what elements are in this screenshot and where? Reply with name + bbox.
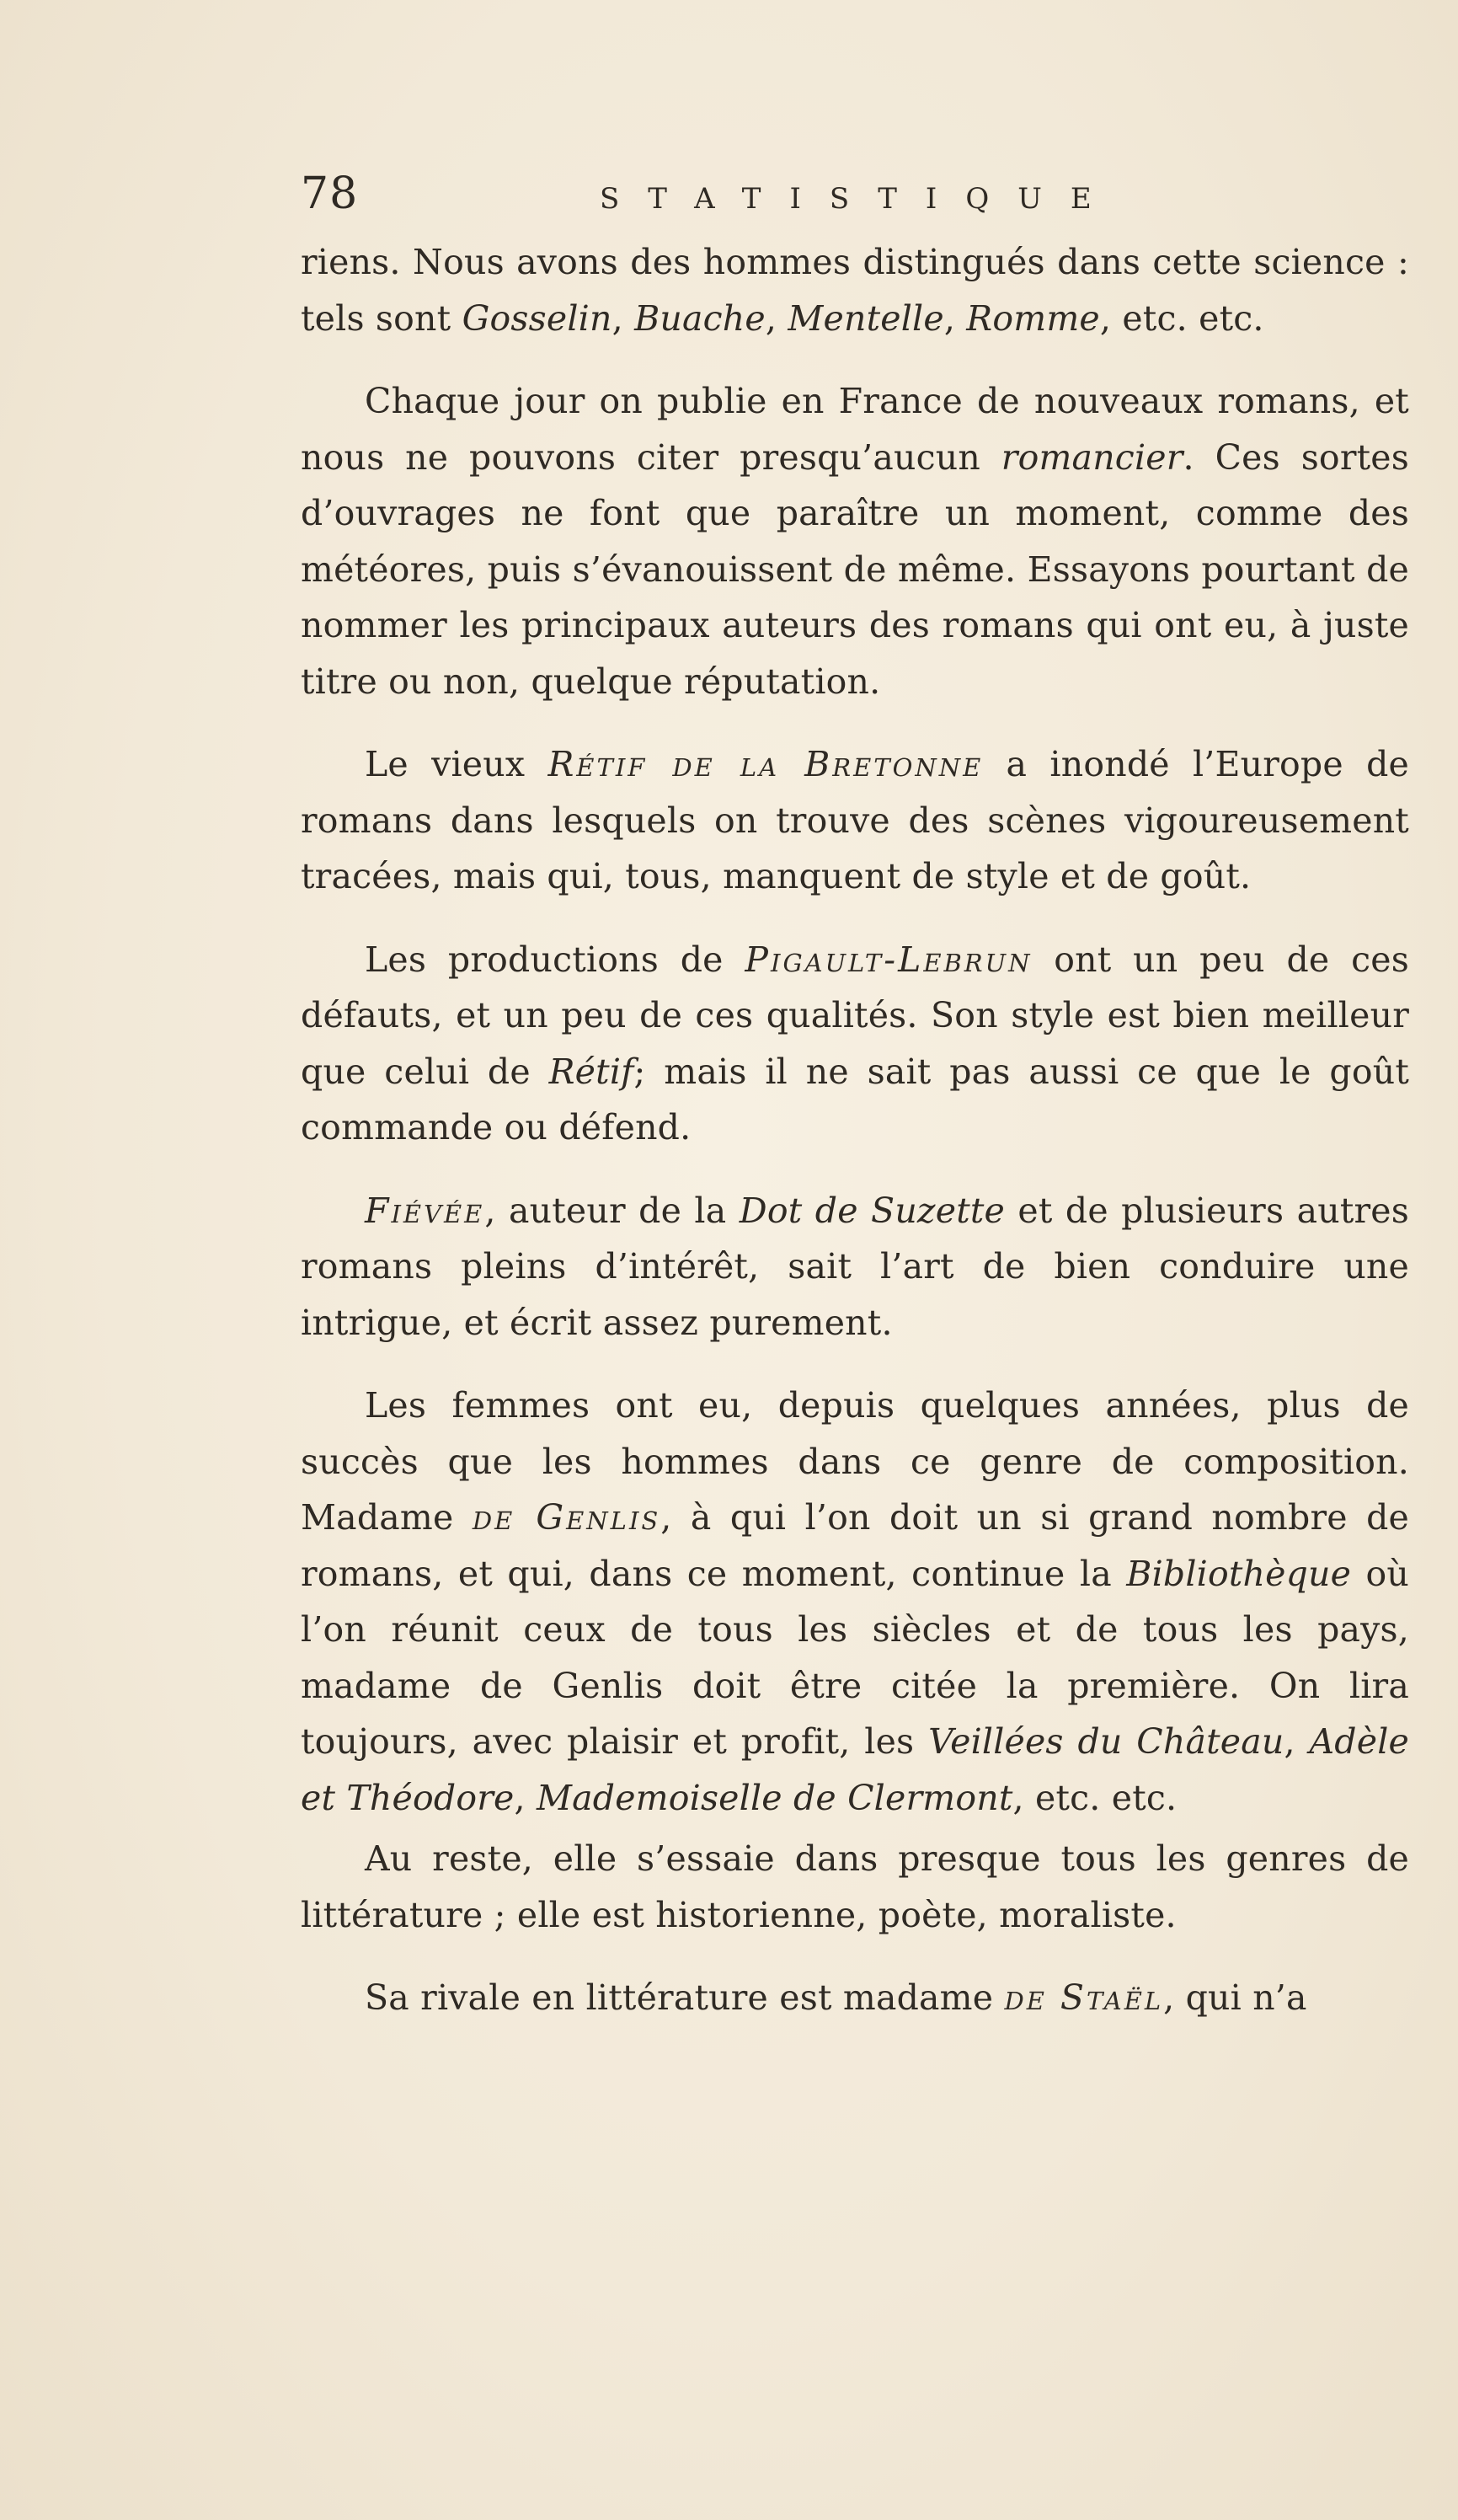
author-name: de Staël xyxy=(1004,1977,1164,2018)
text-run: , etc. etc. xyxy=(1099,297,1264,339)
text-run: , etc. etc. xyxy=(1012,1777,1178,1818)
text-run: ont un peu de ces défauts, et un peu de ces qualités. Son style est bien meilleur que celui de xyxy=(301,939,1409,1092)
person-name: Gosselin xyxy=(462,297,612,339)
paragraph-1 xyxy=(301,234,1409,346)
running-title: STATISTIQUE xyxy=(600,182,1120,216)
text-run: . Ces sortes d’ouvrages ne font que paraître un moment, comme des météores, puis s’évanouissent de même. Essayons pourtant de nommer les principaux auteurs des romans qui ont eu, à juste titre ou non, quelque réputation. xyxy=(301,436,1409,702)
author-name: Rétif de la Bretonne xyxy=(547,744,984,784)
paragraph-3 xyxy=(301,736,1409,905)
paragraph-7 xyxy=(301,1831,1409,1943)
text-run: Le vieux xyxy=(365,744,548,784)
text-run: , qui n’a xyxy=(1163,1977,1307,2018)
person-name: Mentelle xyxy=(788,297,944,339)
text-run: , xyxy=(765,297,788,339)
paragraph-8 xyxy=(301,1970,1409,2026)
page-text xyxy=(301,169,1409,2026)
person-name: Buache xyxy=(634,297,766,339)
text-run: riens. Nous avons des hommes distingués dans cette science : tels sont xyxy=(301,242,1409,339)
text-run: Sa rivale en littérature est madame xyxy=(365,1977,1005,2018)
author-name: Pigault-Lebrun xyxy=(745,939,1033,980)
book-title: Mademoiselle de Clermont xyxy=(536,1777,1013,1818)
person-name: Romme xyxy=(966,297,1100,339)
italic-term: Rétif xyxy=(548,1051,634,1092)
text-run: , xyxy=(943,297,967,339)
paragraph-2 xyxy=(301,373,1409,709)
author-name: de Genlis xyxy=(472,1497,661,1538)
text-run: , xyxy=(1284,1721,1310,1762)
paragraph-5 xyxy=(301,1183,1409,1351)
text-run: Chaque jour on publie en France de nouveaux romans, et nous ne pouvons citer presqu’aucun xyxy=(301,381,1409,478)
author-name: Fiévée xyxy=(365,1190,485,1231)
text-run: , xyxy=(612,297,635,339)
text-run: et de plusieurs autres romans pleins d’intérêt, sait l’art de bien conduire une intrigue, et écrit assez purement. xyxy=(301,1190,1410,1343)
text-run: a inondé l’Europe de romans dans lesquels on trouve des scènes vigoureusement tracées, mais qui, tous, manquent de style et de goût. xyxy=(301,744,1409,896)
running-head xyxy=(301,169,1409,234)
text-run: Les femmes ont eu, depuis quelques années, plus de succès que les hommes dans ce genre de composition. Madame xyxy=(301,1385,1409,1538)
book-title: Bibliothèque xyxy=(1126,1553,1352,1594)
paragraph-4 xyxy=(301,932,1409,1156)
text-run: Au reste, elle s’essaie dans presque tous les genres de littérature ; elle est historienne, poète, moraliste. xyxy=(301,1838,1409,1935)
text-run: , auteur de la xyxy=(484,1190,740,1231)
book-title: Veillées du Château xyxy=(928,1721,1284,1762)
italic-term: romancier xyxy=(1001,436,1183,478)
page-number: 78 xyxy=(301,169,359,219)
text-run: où l’on réunit ceux de tous les siècles et de tous les pays, madame de Genlis doit être citée la première. On lira toujours, avec plaisir et profit, les xyxy=(301,1553,1409,1762)
book-title: Dot de Suzette xyxy=(739,1190,1006,1231)
text-run: ; mais il ne sait pas aussi ce que le goût commande ou défend. xyxy=(301,1051,1409,1148)
text-run: , xyxy=(514,1777,537,1818)
text-run: , à qui l’on doit un si grand nombre de romans, et qui, dans ce moment, continue la xyxy=(301,1497,1409,1594)
book-title: Adèle et Théodore xyxy=(301,1721,1409,1818)
paragraph-6 xyxy=(301,1378,1409,1826)
text-run: Les productions de xyxy=(365,939,745,980)
